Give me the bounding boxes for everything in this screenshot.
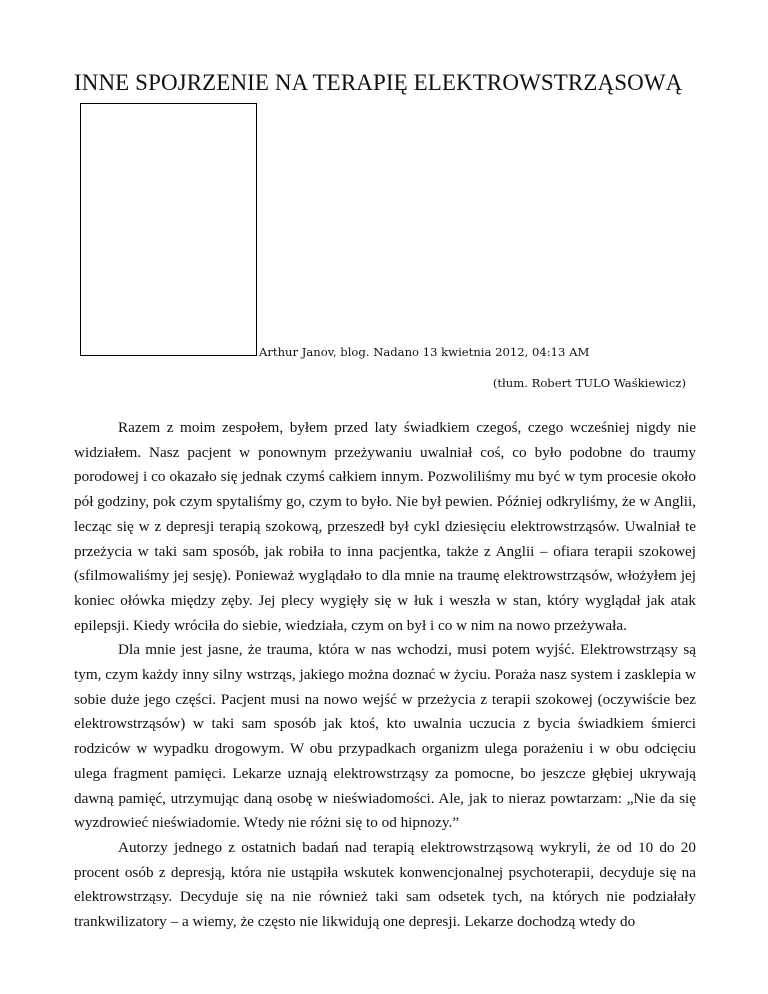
author-photo-placeholder — [80, 103, 257, 356]
translator-credit: (tłum. Robert TULO Waśkiewicz) — [492, 376, 686, 390]
post-meta: Arthur Janov, blog. Nadano 13 kwietnia 2012, 04:13 AM — [259, 345, 590, 359]
paragraph-1: Razem z moim zespołem, byłem przed laty świadkiem czegoś, czego wcześniej nigdy nie widziałem. Nasz pacjent w ponownym przeżywaniu uwalniał coś, co było podobne do traumy porodowej i co okazało się jednak czymś całkiem innym. Pozwoliliśmy mu być w tym procesie około pół godziny, pok czym spytaliśmy go, czym to było. Nie był pewien. Później odkryliśmy, że w Anglii, lecząc się w z depresji terapią szokową, przeszedł był cykl dziesięciu elektrowstrząsów. Uwalniał te przeżycia w taki sam sposób, jak robiła to inna pacjentka, także z Anglii – ofiara terapii szokowej (sfilmowaliśmy jej sesję). Ponieważ wyglądało to dla mnie na traumę elektrowstrząsów, włożyłem jej koniec ołówka między zęby. Jej plecy wygięły się w łuk i weszła w stan, który wyglądał jak atak epilepsji. Kiedy wróciła do siebie, wiedziała, czym on był i co w nim na nowo przeżywała. — [74, 419, 696, 634]
article-body — [74, 416, 696, 935]
paragraph-2: Dla mnie jest jasne, że trauma, która w nas wchodzi, musi potem wyjść. Elektrowstrząsy są tym, czym każdy inny silny wstrząs, jakiego można doznać w życiu. Poraża nasz system i zasklepia w sobie duże jego części. Pacjent musi na nowo wejść w przeżycia z terapii szokowej (oczywiście bez elektrowstrząsów) w taki sam sposób jak ktoś, kto uwalnia uczucia z bycia świadkiem śmierci rodziców w wypadku drogowym. W obu przypadkach organizm ulega porażeniu i w obu odcięciu ulega fragment pamięci. Lekarze uznają elektrowstrząsy za pomocne, bo jeszcze głębiej ukrywają dawną pamięć, utrzymując daną osobę w nieświadomości. Ale, jak to nieraz powtarzam: „Nie da się wyzdrowieć nieświadomie. Wtedy nie różni się to od hipnozy.” — [74, 641, 696, 832]
paragraph-3: Autorzy jednego z ostatnich badań nad terapią elektrowstrząsową wykryli, że od 10 do 20 procent osób z depresją, która nie ustąpiła wskutek konwencjonalnej psychoterapii, decyduje się na elektrowstrząsy. Decyduje się na nie również taki sam odsetek tych, na których nie podziałały trankwilizatory – a wiemy, że często nie likwidują one depresji. Lekarze dochodzą wtedy do — [74, 838, 696, 931]
document-title: INNE SPOJRZENIE NA TERAPIĘ ELEKTROWSTRZĄSOWĄ — [74, 70, 683, 95]
